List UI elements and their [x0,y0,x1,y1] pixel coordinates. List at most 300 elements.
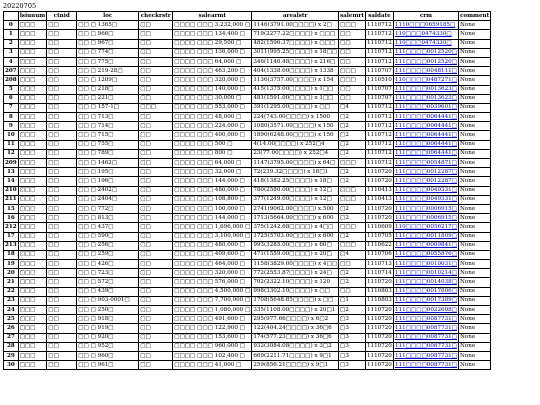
table-cell: □□□□ □□□ 1,080,000 □ [173,306,252,315]
table-cell: 1110712 [365,21,393,30]
table-cell: 1110707 [365,67,393,76]
row-index: 209 [4,159,19,168]
table-cell: □□ □ 918□ [77,315,139,324]
table-cell: □□ [139,232,173,241]
table-cell: □□□ [18,21,47,30]
row-index: 18 [4,250,19,259]
table-cell: □□ [339,57,366,66]
table-cell[interactable]: 111□□□□0013623□ [393,94,458,103]
table-cell: □□ [139,214,173,223]
table-cell: None [458,177,490,186]
table-row [4,140,491,149]
table-cell: 1110720 [365,168,393,177]
table-cell: □□□ [18,278,47,287]
row-index: 22 [4,287,19,296]
table-cell: 1110510 [365,76,393,85]
table-cell: 471(1559.00□□□□) x 20□ [252,250,339,259]
table-cell: □□□□ □□□ 3,100,000 □ [173,232,252,241]
row-index: 5 [4,85,19,94]
table-cell: □□ [47,342,77,351]
table-cell: □□ □ 813□ [77,214,139,223]
table-cell: □2 [339,269,366,278]
table-cell: □□ □ 221□ [77,94,139,103]
table-cell: None [458,269,490,278]
table-cell[interactable]: 111□□□□0087731□ [393,333,458,342]
table-cell: 1110706 [365,250,393,259]
table-cell: □□□ [18,250,47,259]
table-cell: □□□ [18,241,47,250]
table-cell[interactable]: 111□□□□0064441□ [393,113,458,122]
table-cell: None [458,103,490,112]
table-cell: 404(1338.00□□□□) x 1338 [252,67,339,76]
table-cell: □□□ [18,149,47,158]
table-cell: □□□ [18,177,47,186]
table-cell: □□ [47,57,77,66]
table-cell: □□ [47,296,77,305]
table-cell: 1110720 [365,204,393,213]
table-cell: □□ [47,306,77,315]
table-cell: □□ □ 775□ [77,57,139,66]
table-cell: 481(1591.00□□□□) x 1□□ [252,94,339,103]
table-cell: □□ □ 920□ [77,333,139,342]
table-cell: 1110720 [365,214,393,223]
table-cell: □3 [339,315,366,324]
table-cell: □□□□ □□□ 153,600 □ [173,333,252,342]
table-cell: 1708(5648.85□□□□) x □□ [252,296,339,305]
table-cell: None [458,333,490,342]
row-index: 24 [4,306,19,315]
table-cell[interactable]: 111□□□□0013623□ [393,85,458,94]
table-cell: □□□ [339,67,366,76]
table-cell[interactable]: 111□□□□0009841□ [393,241,458,250]
table-cell: □□ [47,122,77,131]
table-cell[interactable]: 111□□□□0017389□ [393,296,458,305]
table-cell: □□ [139,159,173,168]
table-cell: □□ [47,269,77,278]
table-cell: □2 [339,306,366,315]
table-cell: None [458,287,490,296]
table-cell: None [458,94,490,103]
report-date: 20220705 [3,2,37,10]
table-cell[interactable]: 111□□□□0012520□ [393,57,458,66]
table-cell: 1146(3791.00□□□□) x 2□ [252,21,339,30]
row-index: 6 [4,94,19,103]
table-row [4,168,491,177]
table-cell: □□□ [18,76,47,85]
table-cell: □□ [47,131,77,140]
table-cell: □□ □ 256□ [77,241,139,250]
table-cell: □□□ [18,94,47,103]
table-cell[interactable]: 111□□□□0087731□ [393,324,458,333]
table-cell: □□ [47,30,77,39]
table-cell: 1110705 [365,232,393,241]
table-cell: None [458,159,490,168]
table-cell[interactable]: 111□□□□0017806□ [393,287,458,296]
table-cell: □□ □ 713□ [77,113,139,122]
row-index: 26 [4,324,19,333]
row-index: 1 [4,30,19,39]
table-cell: □□ [47,159,77,168]
table-cell[interactable]: 111□□□□0054871□ [393,159,458,168]
table-cell[interactable]: 111□□□□0006915□ [393,204,458,213]
row-index: 10 [4,131,19,140]
table-cell: 1890(6248.00□□□□) x 150 [252,131,339,140]
table-cell[interactable]: 111□□□□0087731□ [393,361,458,370]
table-cell: 1110712 [365,103,393,112]
table-cell: □□□□ □□□ 7,700,000 □ [173,296,252,305]
table-cell: □□ □ 259□ [77,250,139,259]
table-cell: □□□ [18,168,47,177]
table-cell: □□ □ 219-28□ [77,67,139,76]
table-cell: □□□□ □□□ 320,000 □ [173,76,252,85]
table-cell: 1110714 [365,269,393,278]
table-cell: 1725(5703.00□□□□) x 600 [252,232,339,241]
table-cell: 1110803 [365,287,393,296]
table-cell: 669(2211.71□□□□) x 9□1 [252,351,339,360]
table-cell: □□ [139,21,173,30]
table-cell: □□ [139,122,173,131]
row-index: 15 [4,204,19,213]
table-cell: □□□ [18,39,47,48]
table-cell: □□□□ □□□ 320,000 □ [173,269,252,278]
table-cell: 1110712 [365,57,393,66]
table-cell[interactable]: 111□□□□0012520□ [393,48,458,57]
table-cell: □□ [47,168,77,177]
table-cell: 1713(5664.00□□□□) x 600 [252,214,339,223]
table-cell[interactable]: 111□□□□0049331□ [393,195,458,204]
table-row [4,57,491,66]
row-index: 0 [4,21,19,30]
table-cell: □□□ [339,76,366,85]
table-row [4,94,491,103]
table-cell: □□□ [18,306,47,315]
table-cell: □□ [139,113,173,122]
table-cell: 1110413 [365,186,393,195]
table-row [4,306,491,315]
table-cell[interactable]: 111□□□□0087731□ [393,351,458,360]
table-cell: □□ [139,85,173,94]
table-cell: None [458,260,490,269]
table-header-row [4,12,491,21]
table-cell: □□ [47,186,77,195]
table-cell[interactable]: 111□□□□0022608□ [393,306,458,315]
table-cell: □□ [139,223,173,232]
table-cell: □□□ [18,351,47,360]
table-row [4,131,491,140]
table-cell: □□ [339,260,366,269]
row-index: 212 [4,223,19,232]
table-cell[interactable]: 111□□□□0087731□ [393,342,458,351]
table-cell: □□□ [18,159,47,168]
row-index: 16 [4,214,19,223]
table-cell: 335(1108.00□□□□) x 20□1 [252,306,339,315]
table-cell: □□ □ 903-0001□ [77,296,139,305]
table-cell: □□□□ □□□ 102,400 □ [173,351,252,360]
table-cell[interactable]: 111□□□□0011809□ [393,232,458,241]
table-cell: □□□ [18,48,47,57]
table-cell: □□ [139,250,173,259]
row-index: 8 [4,113,19,122]
table-row [4,361,491,370]
table-cell: □□□□ □□□ 480,000 □ [173,186,252,195]
table-cell: 993(3285.00□□□□) x 60□ [252,241,339,250]
table-cell: 1110720 [365,315,393,324]
table-cell[interactable]: 111□□□□0064441□ [393,131,458,140]
table-cell: □□□□ □□□ 1,696,000 □ [173,223,252,232]
table-cell: □□ □ 2404□ [77,195,139,204]
table-cell: None [458,315,490,324]
table-cell: □□ [139,30,173,39]
table-cell: □□ [139,48,173,57]
table-cell: 772(2553.87□□□□) x 24□ [252,269,339,278]
table-cell: □□ □ 960□ [77,351,139,360]
row-index: 27 [4,333,19,342]
table-cell: None [458,113,490,122]
table-cell: 1110712 [365,113,393,122]
table-cell: □□□□ □□□ 100,000 □ [173,204,252,213]
table-cell: 1136(3757.00□□□□) x 154 [252,76,339,85]
table-cell: 346(1146.48□□□□) x 216□ [252,57,339,66]
table-cell: □□ [139,351,173,360]
table-cell: □□ [139,306,173,315]
table-cell: □2 [339,278,366,287]
table-cell: □□□□ □□□ 30,000 □ [173,94,252,103]
table-cell: □□ [139,168,173,177]
table-cell[interactable]: 111□□□□0087731□ [393,315,458,324]
table-cell: 1080(3571.00□□□□) x 150 [252,122,339,131]
table-cell[interactable]: 111□□□□0010214□ [393,269,458,278]
row-index: 14 [4,177,19,186]
table-cell: □□□ [18,296,47,305]
table-cell: None [458,30,490,39]
table-cell: □3 [339,342,366,351]
table-cell[interactable]: 110□□□0474330□ [393,39,458,48]
table-cell: 418(1382.25□□□□) x 18□ [252,177,339,186]
table-cell: □□□□ □□□ 48,000 □ [173,113,252,122]
table-cell: □□ [139,131,173,140]
table-cell: □□ □ 772□ [77,204,139,213]
table-cell: 1110712 [365,159,393,168]
table-cell[interactable]: 110□□□□0487271□ [393,76,458,85]
table-cell: 780(2580.00□□□□) x 12□ [252,186,339,195]
table-cell: □□□□ □□□ 224,000 □ [173,122,252,131]
table-cell: □□ [47,177,77,186]
table-cell: □□□□ □□□ 4,500,000 □ [173,287,252,296]
table-cell: □□ [47,351,77,360]
table-cell: 1110712 [365,149,393,158]
table-cell: 295(977.66□□□□) x 6□2 [252,315,339,324]
table-cell: □1 [339,296,366,305]
table-row [4,287,491,296]
table-cell: □□ □ 789□ [77,149,139,158]
table-cell: □□□□ □□□ 144,000 □ [173,214,252,223]
table-cell[interactable]: 111□□□□0064441□ [393,122,458,131]
table-cell: □□□ [18,57,47,66]
table-cell: □3 [339,361,366,370]
table-row [4,278,491,287]
table-cell: 1110720 [365,278,393,287]
table-cell: □□ □ 196□ [77,177,139,186]
table-cell: □□□ [339,159,366,168]
table-row [4,67,491,76]
table-cell: □□□ [339,241,366,250]
row-index: 21 [4,278,19,287]
table-cell: 1110707 [365,85,393,94]
table-row [4,324,491,333]
table-cell: □□□□ □□□ 136,000 □ [173,48,252,57]
table-cell: □□ □ 426□ [77,260,139,269]
row-index: 20 [4,269,19,278]
table-row [4,76,491,85]
table-cell: □□ □ 437□ [77,223,139,232]
table-cell: 1110720 [365,333,393,342]
table-row [4,48,491,57]
table-cell: □□□□ □□□ 500 □ [173,140,252,149]
table-cell: None [458,204,490,213]
table-cell: □□ [47,140,77,149]
table-cell: □□□□ □□□ 400,000 □ [173,131,252,140]
table-cell[interactable]: 111□□□□0039601□ [393,103,458,112]
table-cell: □2 [339,204,366,213]
row-index: 17 [4,232,19,241]
table-cell: 3011(995.25□□□□) x 18□□ [252,48,339,57]
table-cell: □□ □ 961□ [77,361,139,370]
table-cell: 1110413 [365,195,393,204]
table-cell: □2 [339,168,366,177]
row-index: 4 [4,57,19,66]
table-cell: □□ □ 755□ [77,140,139,149]
table-cell: □□□ [18,140,47,149]
table-cell: 1110707 [365,94,393,103]
table-cell[interactable]: 111□□□□0012287□ [393,177,458,186]
row-index: 29 [4,351,19,360]
table-cell: 1147(3795.00□□□□) x 64□ [252,159,339,168]
table-cell: □□ [47,94,77,103]
table-cell: □□ □ 590□ [77,232,139,241]
table-cell: □□□ [18,30,47,39]
column-header: lsiunum [18,12,47,21]
table-cell: 2741(9062.00□□□□) x 500 [252,204,339,213]
table-cell: □□ [139,296,173,305]
table-cell: □3 [339,324,366,333]
table-cell: □□□□ □□□ 41,000 □ [173,361,252,370]
table-row [4,113,491,122]
table-cell: None [458,67,490,76]
table-row [4,195,491,204]
table-cell: □□ [47,76,77,85]
table-cell: □□ [339,85,366,94]
table-cell: □□ [139,39,173,48]
table-cell: 1110720 [365,306,393,315]
table-cell: □□ [139,241,173,250]
table-cell: 1110712 [365,131,393,140]
table-row [4,250,491,259]
table-cell: □□□□ □□□ 3,232,000 □ [173,21,252,30]
table-cell: □□ □ 250□ [77,306,139,315]
table-row [4,351,491,360]
table-cell: □□□□ □□□ 800 □ [173,149,252,158]
table-cell: □□□ [18,131,47,140]
table-cell[interactable]: 111□□□□0006915□ [393,214,458,223]
table-cell: None [458,278,490,287]
table-cell: □□ [139,149,173,158]
table-cell: 1110720 [365,351,393,360]
table-cell: □□□ [339,195,366,204]
table-cell: 1110712 [365,48,393,57]
table-cell[interactable]: 111□□□□0064441□ [393,149,458,158]
table-cell: None [458,195,490,204]
table-row [4,223,491,232]
table-cell: □□ □ 715□ [77,131,139,140]
table-cell: □□ [139,186,173,195]
table-cell[interactable]: 111□□□□0055876□ [393,250,458,259]
table-cell: None [458,223,490,232]
table-cell: □2 [339,113,366,122]
table-cell[interactable]: 111□□□□0049331□ [393,186,458,195]
table-cell: □□ [47,103,77,112]
table-cell: □□□□ □□□ 140,000 □ [173,85,252,94]
table-cell: □□□□ □□□ 463,200 □ [173,67,252,76]
row-index: 13 [4,168,19,177]
table-cell[interactable]: 111□□□□0064441□ [393,140,458,149]
table-cell: None [458,214,490,223]
table-cell[interactable]: 111□□□□0012287□ [393,168,458,177]
table-cell: □□□ [18,269,47,278]
table-cell: □□ [47,85,77,94]
table-cell: □□ [47,361,77,370]
table-cell: □3 [339,351,366,360]
table-cell: None [458,76,490,85]
table-cell: □□□□ □□□ 409,600 □ [173,250,252,259]
table-cell: □□ [47,260,77,269]
table-cell: 998(3302.10□□□□) x □□ [252,287,339,296]
table-cell: □□ □ 439□ [77,287,139,296]
table-cell[interactable]: 110□□□□0056217□ [393,223,458,232]
table-cell: □□□ [139,103,173,112]
table-cell: □□ □ 572□ [77,278,139,287]
table-cell: □□□ [18,333,47,342]
table-cell: □□□ [339,186,366,195]
table-cell: 1110609 [365,223,393,232]
table-cell: None [458,48,490,57]
row-index: 211 [4,195,19,204]
table-cell: □□ □ 1462□ [77,159,139,168]
table-cell: □□□□ □□□ 64,000 □ [173,159,252,168]
row-index: 207 [4,67,19,76]
row-index: 28 [4,342,19,351]
table-cell: □2 [339,214,366,223]
table-cell: □□□ [18,232,47,241]
table-cell: 174(577.23□□□□) x 36□6 [252,333,339,342]
table-cell: □2 [339,232,366,241]
table-cell[interactable]: 111□□□□0010031□ [393,260,458,269]
table-cell: None [458,149,490,158]
table-cell: None [458,241,490,250]
table-cell: 702(2322.10□□□□) x 120 [252,278,339,287]
table-cell: □□ [47,315,77,324]
table-cell: □□ [47,324,77,333]
table-cell[interactable]: 111□□□□0014038□ [393,278,458,287]
column-header [4,12,19,21]
table-cell: □□ □ 774□ [77,48,139,57]
table-cell: □□ □ 967□ [77,39,139,48]
table-cell[interactable]: 110□□□0474330□ [393,30,458,39]
table-cell: □□ [139,140,173,149]
table-cell: □□□□ □□□ 64,000 □ [173,57,252,66]
table-cell[interactable]: 111□□□□0048111□ [393,67,458,76]
table-cell: □□ [339,39,366,48]
table-cell[interactable]: 1110□□□0659185□ [393,21,458,30]
